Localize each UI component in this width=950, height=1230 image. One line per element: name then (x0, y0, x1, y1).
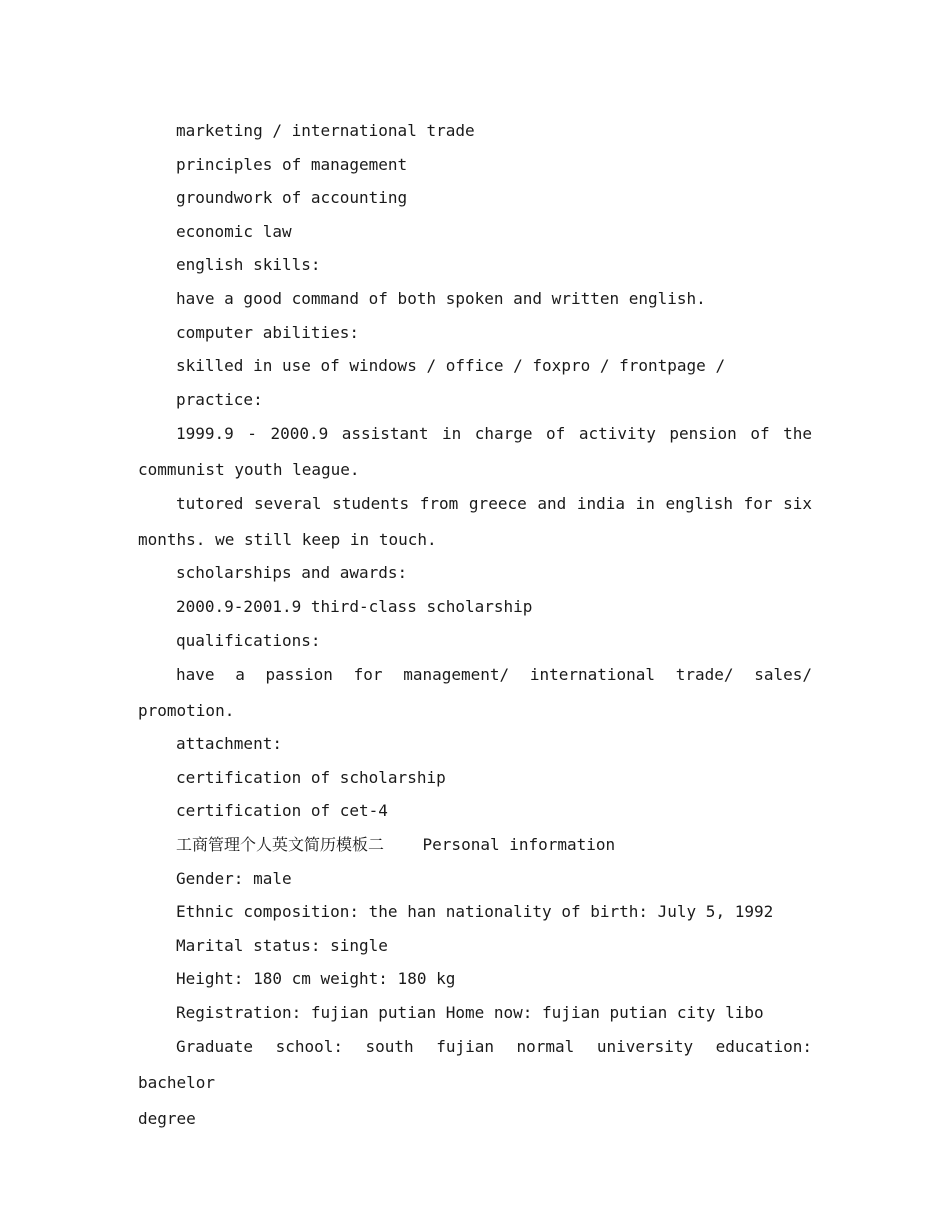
computer-abilities-text: skilled in use of windows / office / foxpro / frontpage / (176, 356, 726, 376)
practice-item-2-line-2: months. we still keep in touch. (138, 530, 437, 550)
qualifications-text (138, 657, 812, 729)
course-management: principles of management (176, 154, 408, 174)
qualifications-text-line-2: promotion. (138, 701, 235, 721)
gender-line: Gender: male (176, 868, 292, 888)
qualifications-text-line-1: have a passion for management/ international trade/ sales/ (176, 665, 812, 685)
qualifications-heading: qualifications: (176, 630, 321, 650)
document-body (138, 114, 812, 1135)
attachment-scholarship: certification of scholarship (176, 767, 446, 787)
template-two-heading: 工商管理个人英文简历模板二 Personal information (176, 834, 616, 854)
scholarships-heading: scholarships and awards: (176, 563, 408, 583)
ethnic-birth-line: Ethnic composition: the han nationality of birth: July 5, 1992 (176, 902, 774, 922)
attachment-cet4: certification of cet-4 (176, 801, 388, 821)
attachment-heading: attachment: (176, 734, 282, 754)
marital-status-line: Marital status: single (176, 935, 388, 955)
english-skills-text: have a good command of both spoken and written english. (176, 288, 706, 308)
course-accounting: groundwork of accounting (176, 188, 408, 208)
practice-heading: practice: (176, 389, 263, 409)
graduate-school-line-1: Graduate school: south fujian normal university education: bachelor (138, 1037, 812, 1093)
height-weight-line: Height: 180 cm weight: 180 kg (176, 969, 456, 989)
registration-home-line: Registration: fujian putian Home now: fujian putian city libo (176, 1002, 764, 1022)
graduate-school-line-2: degree (138, 1109, 196, 1129)
course-marketing: marketing / international trade (176, 121, 475, 140)
practice-item-2 (138, 486, 812, 558)
graduate-school-text (138, 1029, 812, 1137)
practice-item-1 (138, 416, 812, 488)
computer-abilities-heading: computer abilities: (176, 322, 360, 342)
scholarship-item: 2000.9-2001.9 third-class scholarship (176, 596, 533, 616)
practice-item-2-line-1: tutored several students from greece and india in english for six (176, 494, 812, 514)
practice-item-1-line-1: 1999.9 - 2000.9 assistant in charge of activity pension of the (176, 424, 812, 444)
practice-item-1-line-2: communist youth league. (138, 460, 360, 480)
english-skills-heading: english skills: (176, 255, 321, 275)
course-economic-law: economic law (176, 221, 292, 241)
